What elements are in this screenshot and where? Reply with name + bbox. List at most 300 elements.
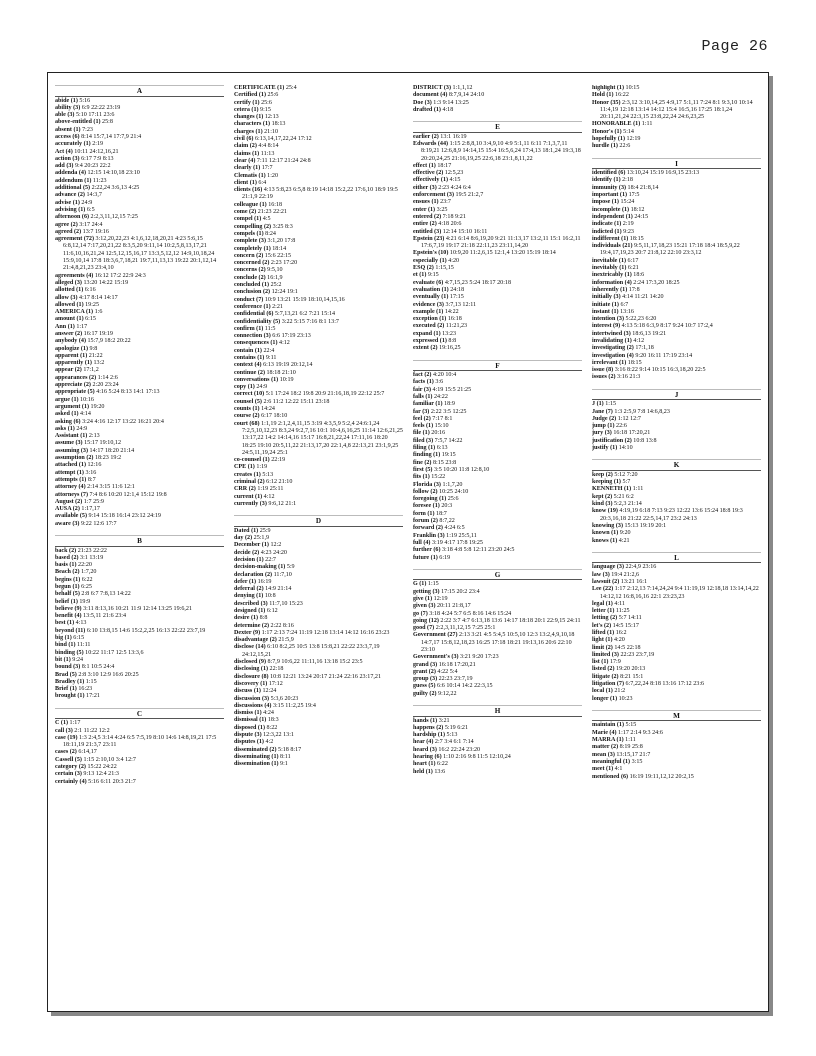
page-line-refs: 5:7 14:11 [617, 615, 642, 622]
index-term: either (3) [413, 184, 437, 191]
index-entry [592, 353, 761, 360]
section-letter-heading: A [55, 85, 224, 97]
section-letter-heading: I [592, 158, 761, 170]
index-entry [234, 340, 403, 347]
index-term: hurdle (1) [592, 143, 618, 150]
index-entry [234, 348, 403, 355]
index-term: knowing (3) [592, 522, 623, 529]
page-line-refs: 14:3,7 [84, 192, 102, 199]
index-term: letting (2) [592, 615, 618, 622]
page-line-refs: 17:8 [627, 286, 640, 293]
index-term: denying (1) [234, 593, 264, 600]
index-term: client (1) [234, 179, 257, 186]
section-letter-heading: K [592, 459, 761, 471]
index-columns [55, 85, 761, 1003]
index-entry [234, 319, 403, 326]
index-term: grand (3) [413, 661, 438, 668]
index-entry [592, 430, 761, 437]
page-line-refs: 1:15 [603, 401, 617, 408]
page-line-refs: 1:10 2:16 9:8 11:5 12:10,24 [441, 754, 511, 761]
page-line-refs: 4:14 11:21 14:20 [620, 294, 664, 301]
index-term: first (5) [413, 466, 433, 473]
page-line-refs: 12:19 [625, 136, 641, 143]
index-entry [413, 589, 582, 596]
page-line-refs: 13:7 19:16 [81, 228, 109, 235]
index-term: addendum (1) [55, 177, 92, 184]
section-letter-heading: J [592, 389, 761, 401]
page-line-refs: 18:12 [629, 206, 645, 213]
section-letter-heading: F [413, 360, 582, 372]
index-entry [55, 720, 224, 727]
index-term: consequences (1) [234, 340, 278, 347]
index-entry [592, 280, 761, 287]
index-entry [413, 718, 582, 725]
page-line-refs: 10:9 13:21 15:19 18:10,14,15,16 [263, 296, 345, 303]
page-line-refs: 24:9 [79, 199, 93, 206]
page-line-refs: 9:1 [278, 761, 288, 768]
section-letter-heading: M [592, 710, 761, 722]
page-line-refs: 6:13 [435, 445, 448, 452]
index-entry [234, 725, 403, 732]
index-entry [592, 766, 761, 773]
index-term: evaluate (6) [413, 279, 444, 286]
index-term: court (68) [234, 420, 260, 427]
page-line-refs: 19:5 21:2,7 [454, 192, 484, 199]
page-line-refs: 1:15 2:8,8,10 3:4,9,10 4:9 5:1,11 6:11 7:1,3,7,11 8:19,21 12:6,8,9 14:14,15 15:4 16:5,6,24 17:4,13 18:1,24 19:3,18 20:20,24,25 21:16,19,25 22:6,18 23:1,8,11,22 [421, 140, 581, 162]
page-line-refs: 1:11 [631, 486, 644, 493]
page-line-refs: 16:18 [266, 201, 283, 208]
index-entry [55, 178, 224, 185]
page-line-refs: 9:15 [426, 272, 439, 279]
index-entry [413, 525, 582, 532]
index-term: litigation (7) [592, 681, 624, 688]
index-term: agreements (4) [55, 272, 94, 279]
page-line-refs: 18:15 [628, 235, 644, 242]
index-term: hardship (1) [413, 732, 446, 739]
index-term: KENNETH (1) [592, 486, 632, 493]
index-entry [234, 674, 403, 681]
index-term: currently (3) [234, 500, 267, 507]
page-line-refs: 18:17 [435, 162, 452, 169]
page-line-refs: 12:2 [268, 542, 282, 549]
index-term: invalidating (1) [592, 338, 632, 344]
index-term: dismiss (1) [234, 710, 262, 717]
index-entry [55, 316, 224, 323]
index-term: give (1) [413, 595, 433, 602]
index-term: bit (1) [55, 656, 71, 663]
index-section-e [413, 121, 582, 352]
index-entry [234, 464, 403, 471]
index-term: earlier (2) [413, 133, 439, 140]
page-line-refs: 1:14 2:6 [96, 374, 118, 381]
index-entry [55, 749, 224, 756]
page-line-refs: 12:5,23 [443, 170, 464, 177]
index-section-m [592, 710, 761, 781]
index-term: call (3) [55, 727, 73, 734]
index-entry [592, 445, 761, 452]
index-term: Honor's (1) [592, 128, 622, 135]
page-line-refs: 10:22 11:17 12:5 13:3,6 [83, 649, 144, 656]
page-line-refs: 1:1,1,12 [450, 85, 473, 91]
index-term: additional (5) [55, 185, 91, 192]
page-line-refs: 5:16 6:11 20:3 21:7 [86, 778, 136, 785]
index-entry [413, 185, 582, 192]
index-term: clearly (1) [234, 165, 261, 172]
index-entry [55, 367, 224, 374]
index-entry [234, 92, 403, 99]
page-line-refs: 3:1 13:19 [78, 554, 104, 561]
index-term: Florida (3) [413, 481, 441, 488]
index-page-frame [47, 72, 769, 1012]
page-line-refs: 15:6 22:15 [263, 252, 292, 259]
index-entry [55, 236, 224, 272]
index-entry [413, 747, 582, 754]
index-term: fact (2) [413, 372, 432, 379]
page-line-refs: 8:8 [446, 338, 457, 344]
page-line-refs: 9:14 15:18 16:14 23:12 24:19 [87, 513, 161, 520]
index-entry [592, 294, 761, 301]
index-entry [413, 272, 582, 279]
page-line-refs: 1:6 [93, 309, 103, 316]
index-term: inevitably (1) [592, 265, 627, 272]
page-line-refs: 2:6 11:2 12:22 15:11 23:18 [261, 398, 330, 405]
page-line-refs: 24:15 [632, 213, 649, 220]
index-term: light (1) [592, 637, 613, 644]
page-line-refs: 1:19 25:11 [255, 486, 284, 493]
page-line-refs: 20:11 21:8,17 [435, 603, 471, 610]
page-line-refs: 1:20 [265, 172, 279, 179]
index-term: cases (2) [55, 749, 77, 756]
index-section-g [413, 569, 582, 698]
page-number: Page 26 [701, 38, 768, 55]
index-entry [55, 484, 224, 491]
index-entry [234, 564, 403, 571]
page-line-refs: 25:2 [269, 282, 282, 289]
index-term: feels (1) [413, 423, 434, 430]
index-term: know (19) [592, 508, 618, 515]
index-term: day (2) [234, 535, 253, 542]
index-term: Honor (35) [592, 99, 621, 106]
index-entry [592, 494, 761, 501]
index-term: appreciate (2) [55, 382, 91, 389]
page-line-refs: 3:19 4:17 17:8 19:25 [430, 539, 483, 546]
index-term: effect (1) [413, 162, 436, 169]
index-entry [592, 121, 761, 128]
page-line-refs: 21:5,9 [276, 637, 294, 644]
index-entry [234, 717, 403, 724]
index-entry [55, 620, 224, 627]
index-entry [592, 774, 761, 781]
page-line-refs: 2:19 [90, 141, 104, 148]
page-line-refs: 4:12 [262, 493, 275, 500]
page-line-refs: 7:23 [80, 126, 93, 133]
page-line-refs: 3:24 4:16 12:17 13:22 16:21 20:4 [80, 418, 164, 425]
page-line-refs: 12:24 19:1 [270, 289, 298, 296]
index-term: identified (6) [592, 170, 626, 177]
page-line-refs: 6:4 [256, 179, 267, 186]
index-term: conduct (7) [234, 296, 264, 303]
page-line-refs: 2:2,3,11,12,15 7:25 [89, 214, 138, 221]
page-line-refs: 4:4 8:14 [256, 143, 279, 150]
page-line-refs: 1:15 [426, 581, 439, 588]
index-term: Judge (2) [592, 415, 617, 422]
index-term: colleague (1) [234, 201, 267, 208]
index-section-b [55, 535, 224, 701]
page-line-refs: 9:8 [88, 345, 98, 352]
index-term: available (5) [55, 513, 87, 520]
index-entry [234, 326, 403, 333]
index-entry [55, 728, 224, 735]
index-entry [592, 345, 761, 352]
index-term: course (2) [234, 413, 260, 420]
page-line-refs: 4:21 6:14 8:6,19,20 9:21 11:13,17 13:2,11 15:1 16:2,11 17:6,7,19 19:17 21:18 22:11,23 23:11,14,20 [421, 235, 581, 250]
index-term: far (3) [413, 408, 430, 415]
index-term: allotted (1) [55, 287, 84, 294]
page-line-refs: 22:7 [263, 556, 276, 563]
index-entry [55, 591, 224, 598]
index-term: accurately (1) [55, 141, 91, 148]
page-line-refs: 16:17 19:19 [82, 331, 113, 337]
index-entry [55, 346, 224, 353]
page-line-refs: 16:18 [446, 316, 462, 323]
index-section-continued [592, 85, 761, 151]
page-line-refs: 6:10 13:8,15 14:6 15:2,2,25 16:13 22:22 23:7,19 [85, 627, 206, 634]
index-entry [234, 187, 403, 202]
index-entry [55, 192, 224, 199]
index-entry [234, 472, 403, 479]
page-line-refs: 3:15 [630, 758, 643, 765]
index-term: discuss (1) [234, 688, 261, 695]
index-entry [55, 757, 224, 764]
index-term: indicted (1) [592, 228, 622, 235]
page-line-refs: 18:4 21:8,14 [626, 184, 659, 191]
index-entry [234, 173, 403, 180]
index-entry [55, 555, 224, 562]
page-line-refs: 5:16 [77, 97, 91, 104]
index-term: indifferent (1) [592, 235, 629, 242]
page-line-refs: 6:13,14,17,22,24 17:12 [253, 136, 312, 143]
index-entry [55, 628, 224, 635]
index-entry [55, 214, 224, 221]
index-section-f [413, 360, 582, 562]
index-term: conference (1) [234, 303, 271, 310]
page-line-refs: 15:7,9 18:2 20:22 [85, 338, 131, 345]
page-line-refs: 16:1,9 [265, 274, 283, 281]
index-term: assumption (2) [55, 455, 94, 462]
page-line-refs: 13:15,17 21:7 [614, 751, 651, 758]
index-entry [413, 387, 582, 394]
page-line-refs: 17:1,18 [633, 345, 654, 352]
page-line-refs: 19:20 [89, 403, 105, 410]
index-term: limited (3) [592, 651, 619, 658]
index-term: HONORABLE (1) [592, 121, 641, 128]
page-line-refs: 1:19 [254, 464, 268, 471]
index-term: inevitable (1) [592, 257, 627, 264]
index-entry [55, 521, 224, 528]
page-line-refs: 3:18 4:8 5:8 12:11 23:20 24:5 [440, 547, 515, 554]
index-entry [55, 389, 224, 396]
page-line-refs: 12:16 [85, 462, 102, 469]
index-term: important (1) [592, 192, 628, 199]
index-term: inherently (1) [592, 286, 628, 293]
page-line-refs: 11:5 [263, 325, 276, 332]
page-line-refs: 4:20 10:4 [431, 372, 457, 379]
index-term: heart (1) [413, 761, 436, 768]
index-term: charges (1) [234, 128, 263, 135]
index-term: compels (1) [234, 230, 264, 237]
index-term: copy (1) [234, 384, 255, 391]
index-term: designed (1) [234, 607, 266, 614]
index-entry [234, 151, 403, 158]
index-term: discussion (3) [234, 695, 270, 702]
index-entry [234, 391, 403, 398]
index-term: clear (4) [234, 157, 256, 164]
index-term: Government (27) [413, 632, 458, 639]
index-term: AUSA (2) [55, 506, 80, 513]
index-term: mean (3) [592, 751, 615, 758]
index-entry [234, 494, 403, 501]
index-entry [413, 221, 582, 228]
page-line-refs: 8:11 [278, 753, 291, 760]
index-entry [413, 141, 582, 163]
page-line-refs: 16:2 22:24 23:20 [436, 746, 481, 753]
page-line-refs: 2:22,24 3:6,13 4:25 [90, 185, 140, 192]
page-line-refs: 7:18 9:21 [441, 213, 466, 220]
index-term: defer (1) [234, 578, 257, 585]
section-letter-heading: B [55, 535, 224, 547]
page-line-refs: 1:11 [640, 121, 653, 128]
index-term: file (1) [413, 430, 430, 437]
index-entry [413, 632, 582, 654]
index-column-4 [592, 85, 761, 1003]
page-line-refs: 9:24 [70, 656, 84, 663]
index-term: matter (2) [592, 744, 619, 751]
index-term: disposed (1) [234, 724, 265, 731]
page-line-refs: 5:10 17:11 23:6 [74, 112, 115, 119]
index-term: described (3) [234, 600, 268, 607]
index-entry [55, 419, 224, 426]
page-line-refs: 3:16 8:22 9:14 10:15 16:3,18,20 22:5 [613, 367, 706, 374]
index-term: attached (1) [55, 462, 86, 469]
page-line-refs: 4:23 24:20 [259, 549, 287, 556]
page-line-refs: 1:15 [84, 678, 97, 685]
index-entry [592, 143, 761, 150]
index-entry [55, 672, 224, 679]
index-term: initiate (1) [592, 301, 619, 308]
index-section-c [55, 708, 224, 786]
index-term: belief (1) [55, 598, 78, 605]
index-term: best (1) [55, 620, 75, 627]
index-term: justification (2) [592, 437, 632, 444]
index-term: kept (2) [592, 493, 613, 500]
index-entry [234, 311, 403, 318]
index-term: form (1) [413, 510, 435, 517]
index-term: effective (2) [413, 170, 444, 177]
page-line-refs: 6:15 [71, 635, 85, 642]
index-entry [413, 438, 582, 445]
index-term: going (12) [413, 617, 439, 624]
index-term: big (1) [55, 635, 72, 642]
index-entry [234, 275, 403, 282]
page-line-refs: 3:12,20,22,23 4:1,6,12,18,20,21 4:23 5:6,15 6:8,12,14 7:17,20,21,22 8:3,5,20 9:11,14 10:2,5,8,13,17,21 11:6,10,16,21,24 12:5,12,15,16,17 13:3,5,12,12 14:9,10,18,24 15:9,10,14 17:8 18:3,6,7,18,21 19:7,11,13,13 19:22 20:1,12,14 21:4,8,21,23 23:4,10 [63, 236, 217, 272]
index-term: agree (2) [55, 221, 78, 228]
index-term: exception (1) [413, 316, 447, 323]
index-term: confidential (6) [234, 311, 274, 318]
page-line-refs: 14:17 18:20 21:14 [88, 447, 135, 454]
index-term: continue (2) [234, 369, 265, 376]
index-entry [55, 141, 224, 148]
index-term: Assistant (1) [55, 433, 88, 440]
page-line-refs: 10:23 [617, 695, 633, 702]
page-line-refs: 18:15 [626, 359, 642, 366]
index-entry [413, 460, 582, 467]
index-term: asked (1) [55, 411, 79, 418]
index-term: beyond (11) [55, 627, 86, 634]
page-line-refs: 19:9 [77, 598, 91, 605]
page-line-refs: 6:19 [437, 554, 451, 561]
page-line-refs: 21:2 [612, 688, 626, 695]
index-term: indicate (1) [592, 221, 622, 228]
index-term: disclose (14) [234, 644, 266, 651]
page-line-refs: 24:9 [254, 384, 268, 391]
section-letter-heading: D [234, 515, 403, 527]
index-entry [592, 637, 761, 644]
page-line-refs: 2:23 4:24 6:4 [436, 184, 471, 191]
page-line-refs: 18:14 [270, 245, 287, 252]
page-line-refs: 15:10 [433, 423, 449, 430]
page-line-refs: 3:25 8:3 [271, 223, 293, 230]
page-line-refs: 17:9 [608, 659, 621, 666]
page-line-refs: 1:12 12:7 [616, 415, 641, 422]
page-line-refs: 3:5 10:20 11:8 12:8,10 [432, 466, 490, 473]
index-term: case (19) [55, 734, 78, 741]
index-term: access (6) [55, 133, 80, 140]
page-line-refs: 25:6 [259, 99, 272, 106]
index-term: certain (3) [55, 771, 82, 778]
index-term: binding (5) [55, 649, 84, 656]
index-term: hands (1) [413, 717, 438, 724]
index-entry [592, 486, 761, 493]
index-entry [592, 374, 761, 381]
page-line-refs: 4:13 5:8,23 6:5,8 8:19 14:18 15:2,22 17:6,10 18:9 19:5 21:1,9 22:19 [242, 187, 398, 201]
index-entry [55, 440, 224, 447]
page-line-refs: 16:23 [76, 686, 93, 693]
page-line-refs: 16:2 [614, 630, 627, 636]
index-entry [55, 664, 224, 671]
page-line-refs: 21:23 22:22 [76, 547, 107, 554]
index-term: disclosure (8) [234, 673, 269, 680]
index-term: Clematis (1) [234, 172, 266, 179]
page-line-refs: 5:9 [285, 564, 295, 571]
page-line-refs: 2:8 3:10 12:9 16:6 20:25 [76, 671, 139, 678]
page-line-refs: 1:15,15 [433, 265, 454, 272]
index-term: forum (2) [413, 518, 438, 525]
page-line-refs: 17:15 20:2 23:4 [439, 588, 480, 595]
index-entry [234, 747, 403, 754]
page-line-refs: 22:19 [269, 457, 286, 464]
page-line-refs: 2:19 [621, 221, 634, 228]
page-line-refs: 4:12 [277, 340, 290, 347]
page-line-refs: 1:17 2:12,13 7:14,24,24 9:4 11:19,19 12:18,18 13:14,14,22 14:12,12 16:8,16,16 22:1 23:23,23 [600, 586, 759, 600]
index-column-2 [234, 85, 403, 1003]
page-line-refs: 1:19 25:5,11 [444, 532, 477, 539]
page-line-refs: 17:5 [627, 192, 640, 199]
index-term: Act (4) [55, 148, 73, 155]
index-term: answer (2) [55, 331, 83, 337]
page-line-refs: 17:7 [260, 165, 273, 172]
index-term: bound (3) [55, 664, 81, 671]
index-entry [55, 302, 224, 309]
